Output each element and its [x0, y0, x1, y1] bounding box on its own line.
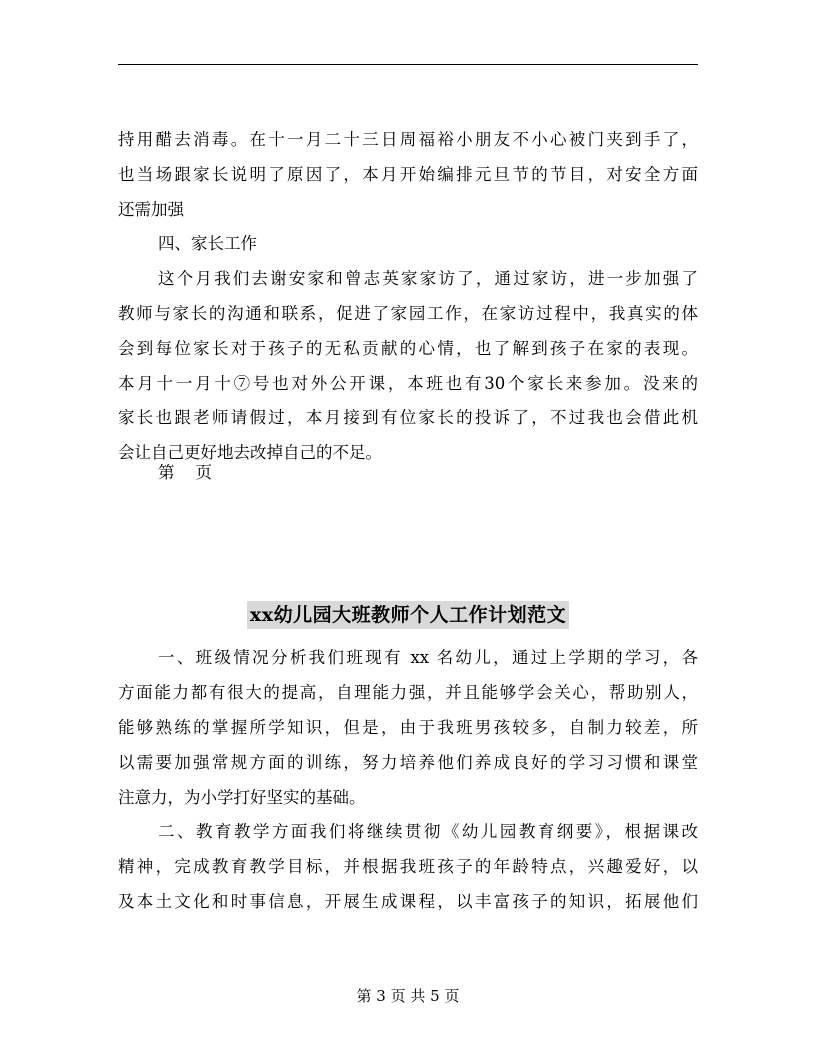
section-heading: 四、家长工作 [158, 234, 257, 253]
article-title: xx幼儿园大班教师个人工作计划范文 [247, 601, 569, 629]
text-line: 家长也跟老师请假过，本月接到有位家长的投诉了，不过我也会借此机 [118, 408, 698, 428]
page-footer: 第 3 页 共 5 页 [356, 987, 460, 1005]
text-line: 能够熟练的掌握所学知识，但是，由于我班男孩较多，自制力较差，所 [118, 717, 698, 737]
text-line: 持用醋去消毒。在十一月二十三日周福裕小朋友不小心被门夹到手了， [118, 130, 698, 149]
text-line: 还需加强 [118, 199, 184, 219]
header-rule [118, 64, 698, 65]
text-line: 精神，完成教育教学目标，并根据我班孩子的年龄特点，兴趣爱好，以 [118, 856, 698, 876]
continuation-paragraph [118, 123, 698, 228]
page-marker: 第 页 [158, 463, 212, 482]
text-line: 以需要加强常规方面的训练，努力培养他们养成良好的学习习惯和课堂 [118, 752, 698, 772]
text-line: 会让自己更好地去改掉自己的不足。 [118, 443, 382, 463]
text-line: 也当场跟家长说明了原因了，本月开始编排元旦节的节目，对安全方面 [118, 164, 698, 184]
text-line: 二、教育教学方面我们将继续贯彻《幼儿园教育纲要》，根据课改 [158, 822, 698, 841]
article-paragraph-2 [118, 815, 698, 920]
text-line: 会到每位家长对于孩子的无私贡献的心情，也了解到孩子在家的表现。 [118, 338, 698, 358]
text-line: 方面能力都有很大的提高，自理能力强，并且能够学会关心，帮助别人， [118, 682, 698, 702]
text-line: 教师与家长的沟通和联系，促进了家园工作，在家访过程中，我真实的体 [118, 303, 698, 323]
text-line: 本月十一月十⑦号也对外公开课，本班也有30个家长来参加。没来的 [118, 373, 698, 393]
text-line: 及本土文化和时事信息，开展生成课程，以丰富孩子的知识，拓展他们 [118, 891, 698, 911]
article-paragraph-1 [118, 641, 698, 815]
text-line: 注意力，为小学打好坚实的基础。 [118, 787, 366, 807]
parent-work-section [118, 227, 698, 471]
text-line: 一、班级情况分析我们班现有 xx 名幼儿，通过上学期的学习，各 [158, 648, 698, 667]
text-line: 这个月我们去谢安家和曾志英家家访了，通过家访，进一步加强了 [158, 268, 698, 288]
article-heading-wrap [0, 601, 816, 629]
